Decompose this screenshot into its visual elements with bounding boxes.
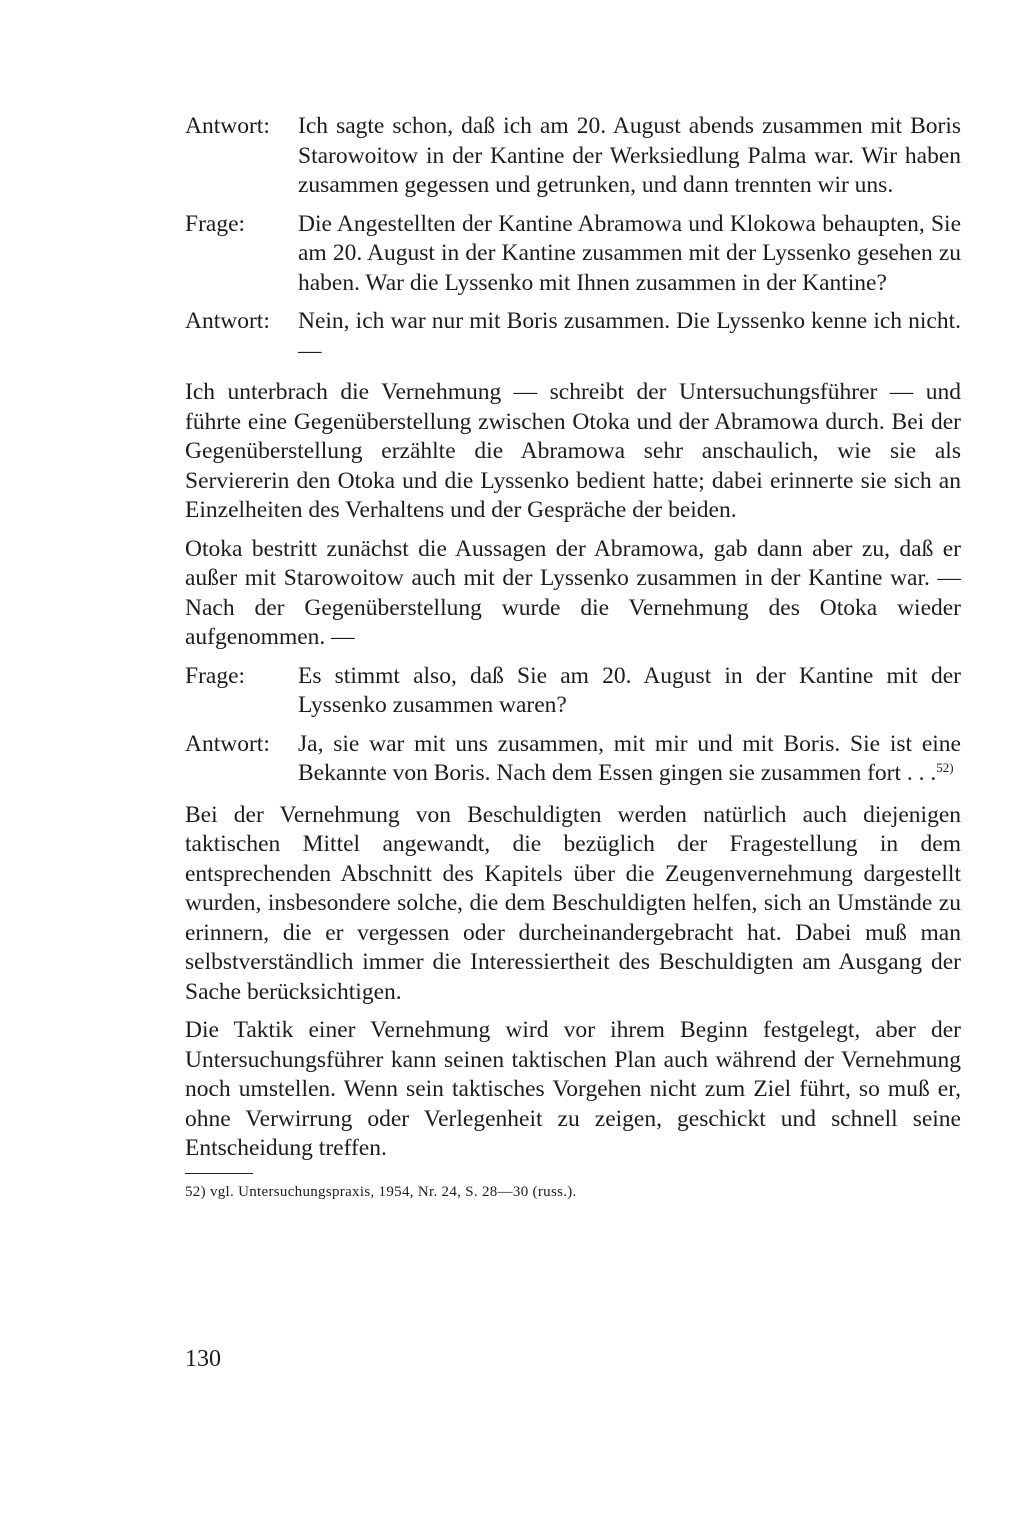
speaker-label: Antwort: <box>185 730 270 757</box>
dialogue-text: Die Angestellten der Kantine Abramowa und Klokowa behaupten, Sie am 20. August in der Kantine zusammen mit der Lyssenko gesehen zu haben. War die Lyssenko mit Ihnen zusammen in der Kantine? <box>298 210 961 296</box>
dialogue-text: Ich sagte schon, daß ich am 20. August abends zusammen mit Boris Starowoitow in der Kantine der Werksiedlung Palma war. Wir haben zusammen gegessen und getrunken, und dann trennten wir uns. <box>298 113 961 198</box>
page-body <box>185 112 961 1202</box>
body-paragraph: Ich unterbrach die Vernehmung — schreibt der Untersuchungsführer — und führte eine Gegenüberstellung zwischen Otoka und der Abramowa durch. Bei der Gegenüberstellung erzählte die Abramowa sehr anschaulich, wie sie als Serviererin den Otoka und die Lyssenko bedient hatte; dabei erinnerte sie sich an Einzelheiten des Verhaltens und der Gespräche der beiden. <box>185 379 961 523</box>
dialogue-text <box>298 730 961 789</box>
dialogue-text: Es stimmt also, daß Sie am 20. August in der Kantine mit der Lyssenko zusammen waren? <box>298 662 961 718</box>
footnote: 52) vgl. Untersuchungspraxis, 1954, Nr. 24, S. 28—30 (russ.). <box>185 1183 577 1200</box>
body-paragraph: Bei der Vernehmung von Beschuldigten werden natürlich auch diejenigen taktischen Mittel angewandt, die bezüglich der Fragestellung in dem entsprechenden Abschnitt des Kapitels über die Zeugenvernehmung dargestellt wurden, insbesondere solche, die dem Beschuldigten helfen, sich an Umstände zu erinnern, die er vergessen oder durcheinandergebracht hat. Dabei muß man selbstverständlich immer die Interessiertheit des Beschuldigten am Ausgang der Sache berücksichtigen. <box>185 801 961 1005</box>
dialogue-entry <box>185 112 961 201</box>
speaker-label: Frage: <box>185 662 246 689</box>
body-paragraph: Otoka bestritt zunächst die Aussagen der Abramowa, gab dann aber zu, daß er außer mit Starowoitow auch mit der Lyssenko zusammen in der Kantine war. — Nach der Gegenüberstellung wurde die Vernehmung des Otoka wieder aufgenommen. — <box>185 535 961 650</box>
speaker-label: Antwort: <box>185 113 270 139</box>
dialogue-entry <box>185 210 961 299</box>
footnote-reference[interactable]: 52) <box>936 760 954 775</box>
footnote-divider <box>185 1173 253 1174</box>
dialogue-text: Nein, ich war nur mit Boris zusammen. Die Lyssenko kenne ich nicht. — <box>298 308 961 364</box>
dialogue-entry <box>185 307 961 366</box>
dialogue-entry <box>185 730 961 789</box>
speaker-label: Frage: <box>185 210 246 237</box>
body-paragraph: Die Taktik einer Vernehmung wird vor ihrem Beginn festgelegt, aber der Untersuchungsführer kann seinen taktischen Plan auch während der Vernehmung noch umstellen. Wenn sein taktisches Vorgehen nicht zum Ziel führt, so muß er, ohne Verwirrung oder Verlegenheit zu zeigen, geschickt und schnell seine Entscheidung treffen. <box>185 1017 961 1161</box>
dialogue-text-content: Ja, sie war mit uns zusammen, mit mir und mit Boris. Sie ist eine Bekannte von Boris. Nach dem Essen gingen sie zusammen fort . . . <box>298 730 961 786</box>
speaker-label: Antwort: <box>185 308 270 334</box>
page-number: 130 <box>185 1346 221 1372</box>
dialogue-entry <box>185 662 961 721</box>
